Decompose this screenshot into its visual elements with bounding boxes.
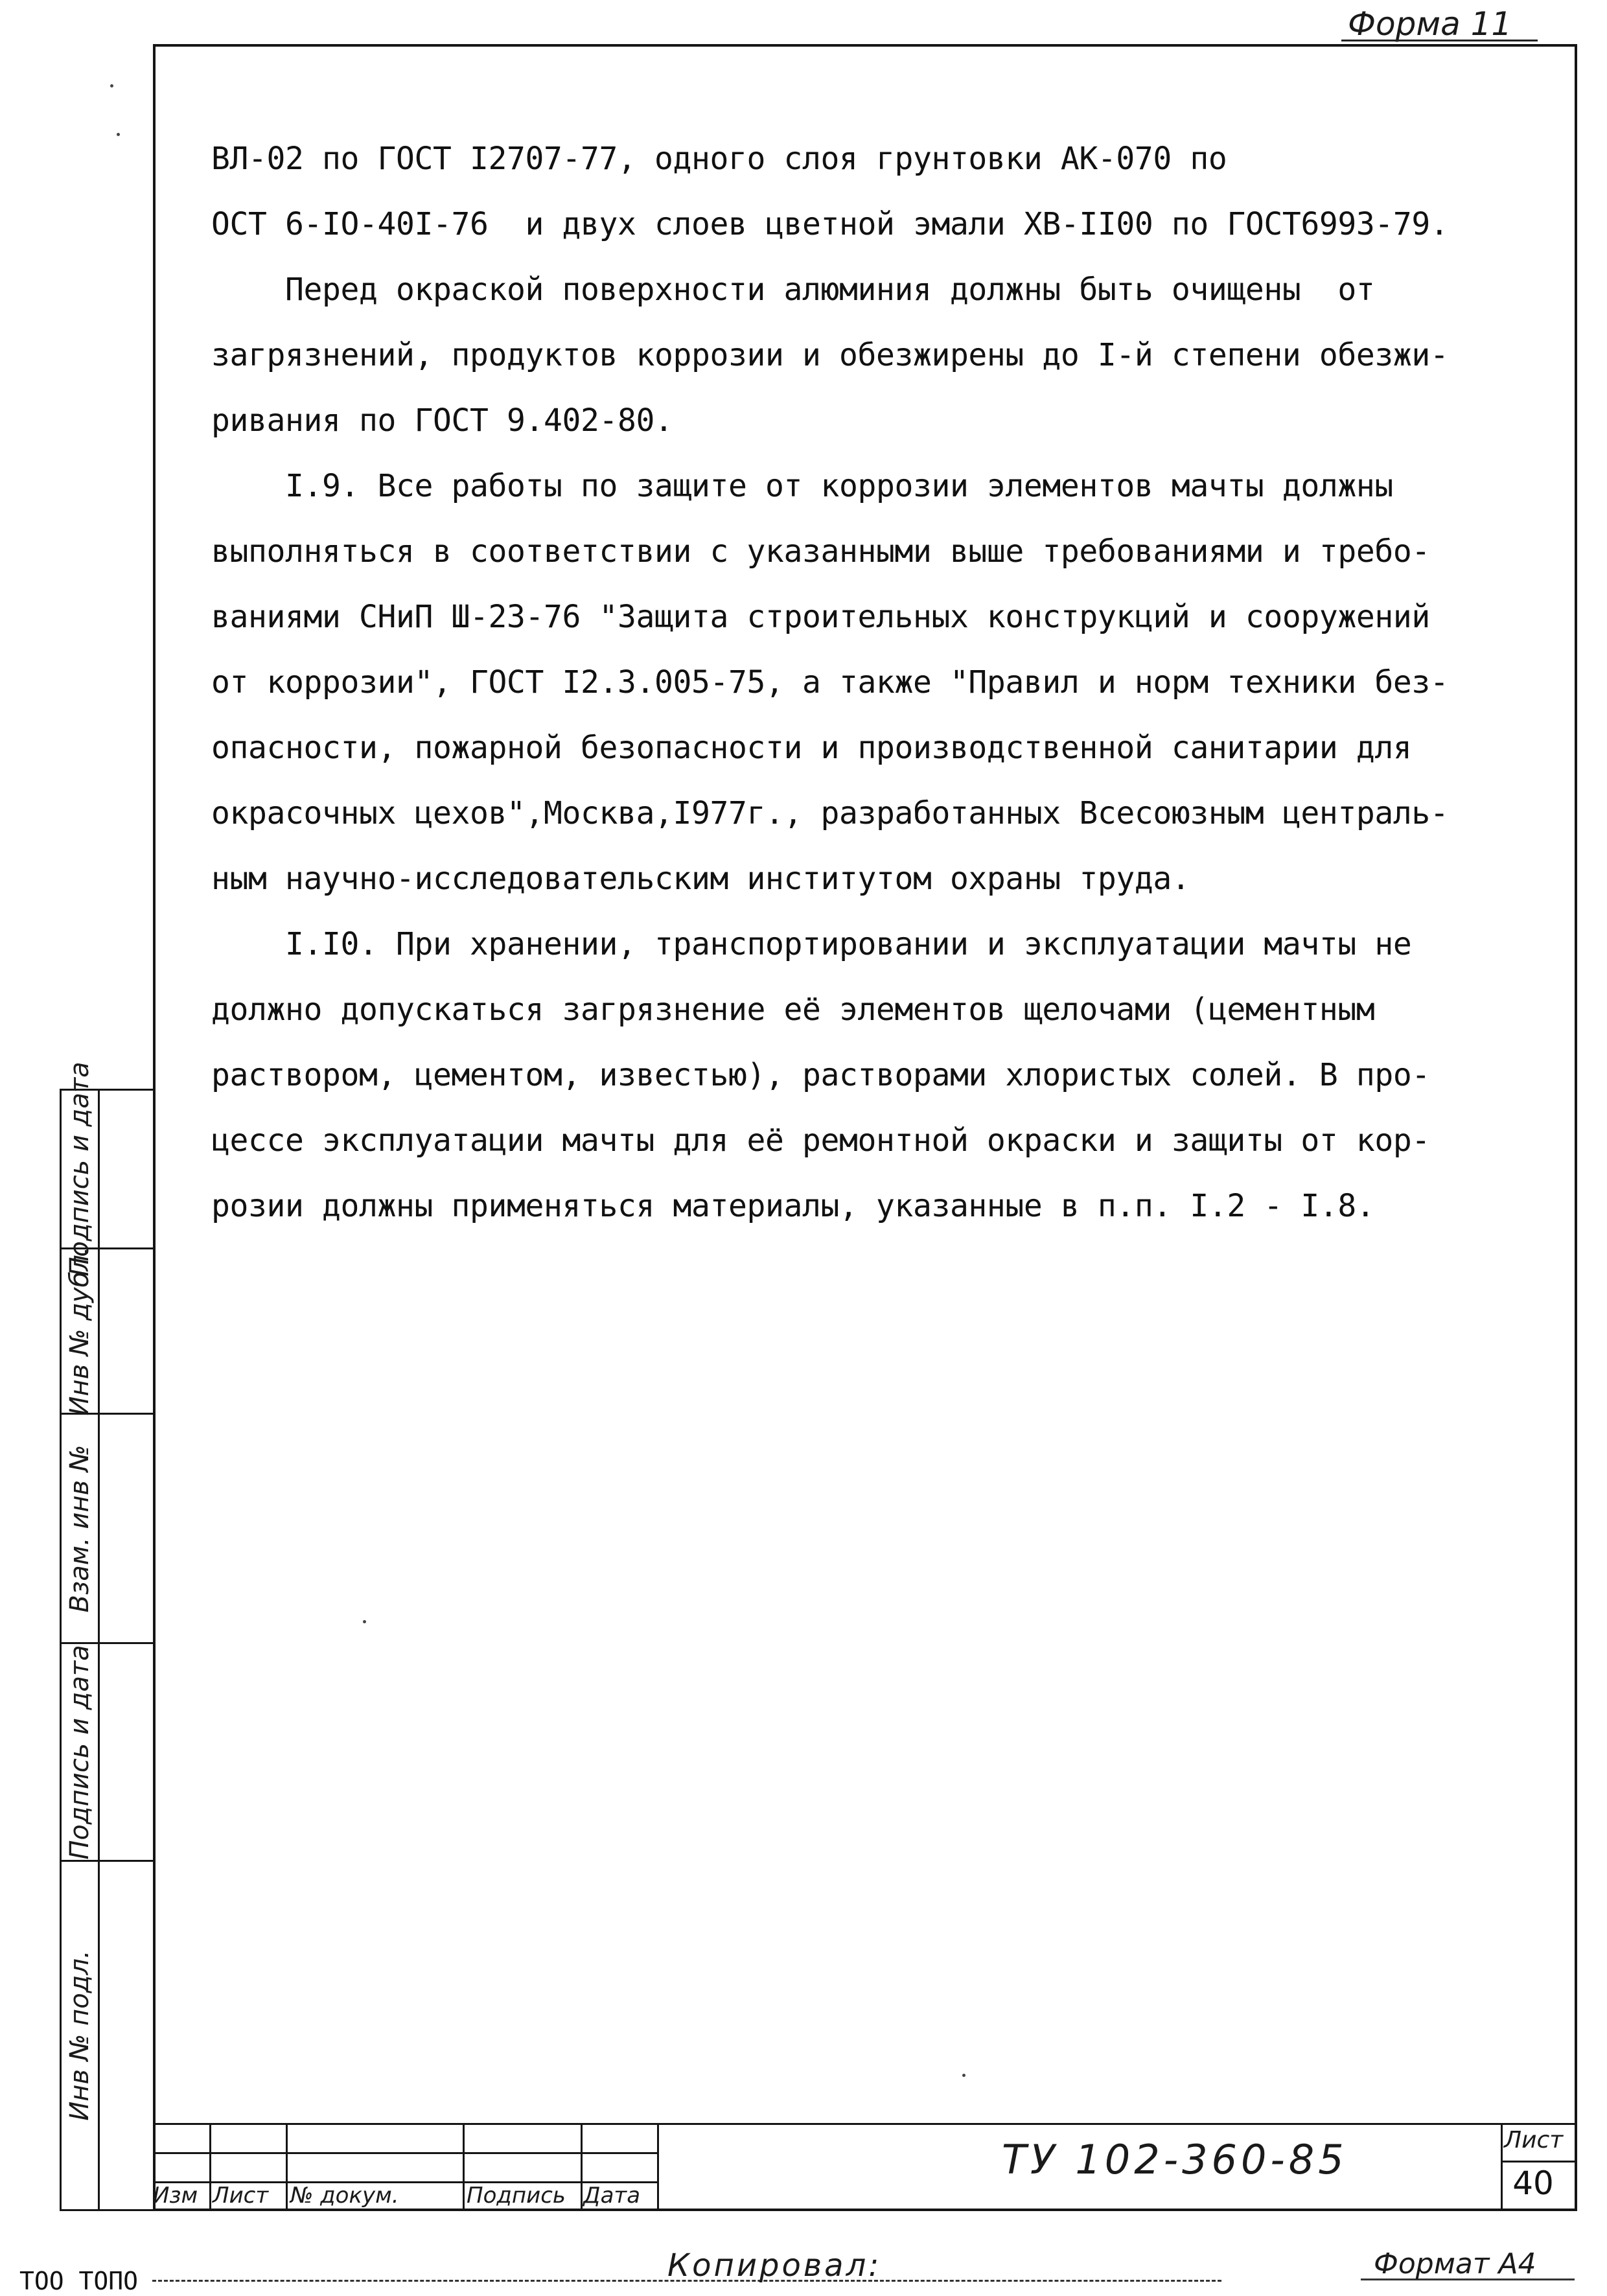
body-text-line: выполняться в соответствии с указанными выше требованиями и требо- xyxy=(211,533,1430,570)
body-text-line: от коррозии", ГОСТ I2.3.005-75, а также "Правил и норм техники без- xyxy=(211,664,1449,701)
body-text-line: I.I0. При хранении, транспортировании и эксплуатации мачты не xyxy=(211,926,1412,962)
body-text-line: Перед окраской поверхности алюминия должны быть очищены от xyxy=(211,272,1375,308)
replaces-inv-label: Взам. инв № xyxy=(65,1444,95,1612)
scan-speck xyxy=(117,133,120,136)
body-text-line: окрасочных цехов",Москва,I977г., разработанных Всесоюзным централь- xyxy=(211,795,1449,831)
body-text-line: I.9. Все работы по защите от коррозии элементов мачты должны xyxy=(211,468,1393,504)
scan-speck xyxy=(962,2074,965,2077)
col-signature-label: Подпись xyxy=(467,2183,566,2209)
inv-original-label: Инв № подл. xyxy=(65,1950,95,2121)
footer-left-mark: ТОО ТОПО xyxy=(19,2267,139,2295)
signature-date-cell-2 xyxy=(60,1061,156,1277)
side-stamp-strip xyxy=(60,1061,156,2211)
title-block xyxy=(153,2123,1577,2211)
col-sheet-label: Лист xyxy=(213,2183,269,2209)
body-text-line: загрязнений, продуктов коррозии и обезжирены до I-й степени обезжи- xyxy=(211,337,1449,373)
inv-original-cell xyxy=(60,1860,156,2211)
document-body xyxy=(211,126,1572,1239)
col-date-label: Дата xyxy=(583,2183,641,2209)
body-text-line: опасности, пожарной безопасности и производственной санитарии для xyxy=(211,730,1412,766)
col-doc-number-label: № докум. xyxy=(290,2183,399,2209)
form-label: Форма 11 xyxy=(1348,5,1512,43)
body-text-line: ВЛ-02 по ГОСТ I2707-77, одного слоя грунтовки АК-070 по xyxy=(211,141,1227,177)
copied-by-label: Копировал: xyxy=(667,2247,882,2284)
signature-date-label-1: Подпись и дата xyxy=(65,1644,95,1860)
body-text-line: розии должны применяться материалы, указанные в п.п. I.2 - I.8. xyxy=(211,1188,1375,1224)
body-text-line: раствором, цементом, известью), растворами хлористых солей. В про- xyxy=(211,1057,1430,1093)
sheet-label: Лист xyxy=(1504,2127,1564,2153)
body-text-line: должно допускаться загрязнение её элементов щелочами (цементным xyxy=(211,991,1375,1028)
inv-duplicate-label: Инв № дубл. xyxy=(65,1246,95,1416)
scan-speck xyxy=(110,84,113,87)
format-label: Формат А4 xyxy=(1374,2247,1536,2280)
col-change-label: Изм xyxy=(153,2183,198,2209)
sheet-number: 40 xyxy=(1512,2164,1554,2202)
document-number: ТУ 102-360-85 xyxy=(1002,2136,1348,2183)
replaces-inv-cell xyxy=(60,1413,156,1644)
body-text-line: ным научно-исследовательским институтом охраны труда. xyxy=(211,861,1190,897)
signature-date-label-2: Подпись и дата xyxy=(65,1061,95,1277)
body-text-line: ОСТ 6-IO-40I-76 и двух слоев цветной эмали ХВ-II00 по ГОСТ6993-79. xyxy=(211,206,1449,242)
signature-date-cell-1 xyxy=(60,1642,156,1862)
scan-speck xyxy=(363,1620,366,1623)
body-text-line: цессе эксплуатации мачты для её ремонтной окраски и защиты от кор- xyxy=(211,1122,1430,1159)
body-text-line: ваниями СНиП Ш-23-76 "Защита строительных конструкций и сооружений xyxy=(211,599,1430,635)
body-text-line: ривания по ГОСТ 9.402-80. xyxy=(211,402,673,439)
